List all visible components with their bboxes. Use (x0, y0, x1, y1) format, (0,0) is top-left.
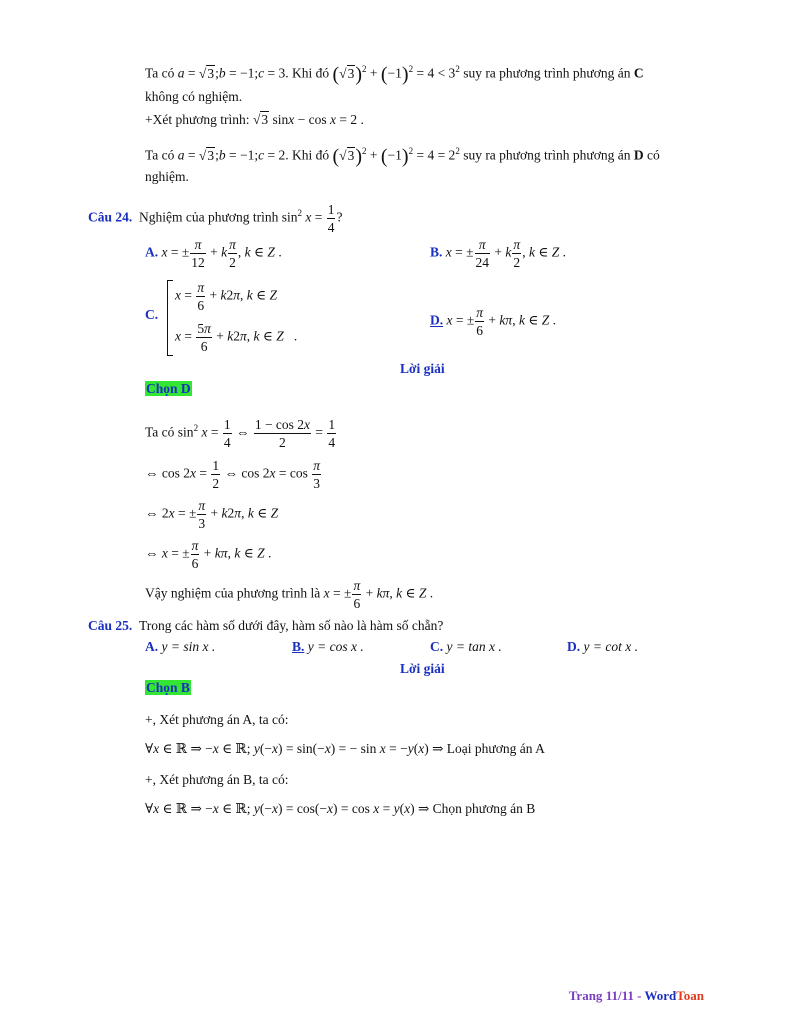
intro-line-2: không có nghiệm. (145, 89, 243, 104)
q24-choice: Chọn D (146, 381, 191, 396)
q25-option-d[interactable]: D. y = cot x . (567, 639, 638, 654)
q24-step-2: ⇔ cos 2x = $\frac{1}{2}$ ⇔ cos 2x = cos $\frac{\pi}{3}$ (145, 458, 320, 491)
q25-option-a[interactable]: A. y = sin x . (145, 639, 216, 654)
q24-option-c-line1: x = $\frac{\pi}{6}$ + k2π, k ∈ Z (175, 280, 278, 313)
q24-step-1: Ta có $\sin^2 x$ = $\frac{1}{4}$ ⇔ $\frac{1 - \cos 2x}{2}$ = $\frac{1}{4}$ (145, 417, 336, 450)
q24-option-b[interactable]: B. x = ± $\frac{\pi}{24}$ + k $\frac{\pi}{2}$ , k ∈ Z . (430, 237, 566, 270)
q24-option-d[interactable]: D. x = ± $\frac{\pi}{6}$ + kπ, k ∈ Z . (430, 305, 556, 338)
intro-line-4: Ta có a = √3;b = −1;c = 2. Khi đó $(√3)^2 + (-1)^2 = 4 = 2^2$ suy ra phương trình phương án D có (145, 145, 660, 168)
q25-stem: Câu 25. Trong các hàm số dưới đây, hàm số nào là hàm số chẵn? (88, 618, 444, 633)
q25-solution-title: Lời giải (400, 661, 445, 676)
q24-stem: Câu 24. Nghiệm của phương trình $\sin^2 x$ = $\frac{1}{4}$ ? (88, 202, 343, 235)
intro-line-5: nghiệm. (145, 169, 189, 184)
q25-label: Câu 25. (88, 618, 133, 633)
intro-line-3: +Xét phương trình: √3 sinx − cos x = 2 . (145, 112, 364, 127)
q25-option-b[interactable]: B. y = cos x . (292, 639, 364, 654)
q25-step-3: +, Xét phương án B, ta có: (145, 772, 289, 787)
q25-step-1: +, Xét phương án A, ta có: (145, 712, 289, 727)
q25-step-2: ∀x ∈ ℝ ⇒ −x ∈ ℝ; y(−x) = sin(−x) = − sin x = −y(x) ⇒ Loại phương án A (145, 741, 545, 756)
q24-solution-title: Lời giải (400, 361, 445, 376)
q24-option-c[interactable]: C. (145, 307, 159, 322)
intro-line-1: Ta có a = √3;b = −1;c = 3. Khi đó $(√3)^2 + (-1)^2 = 4 < 3^2$ suy ra phương trình phương án C (145, 63, 644, 86)
q24-option-c-line2: x = $\frac{5\pi}{6}$ + k2π, k ∈ Z . (175, 321, 298, 354)
q24-step-4: ⇔ x = ± $\frac{\pi}{6}$ + kπ, k ∈ Z . (145, 538, 272, 571)
page-footer: Trang 11/11 - WordToan (568, 988, 704, 1003)
q24-step-3: ⇔ 2x = ± $\frac{\pi}{3}$ + k2π, k ∈ Z (145, 498, 279, 531)
q24-option-a[interactable]: A. x = ± $\frac{\pi}{12}$ + k $\frac{\pi}{2}$ , k ∈ Z . (145, 237, 282, 270)
q25-choice: Chọn B (146, 680, 190, 695)
q24-option-c-bracket (167, 280, 173, 356)
q24-label: Câu 24. (88, 209, 133, 225)
q25-step-4: ∀x ∈ ℝ ⇒ −x ∈ ℝ; y(−x) = cos(−x) = cos x = y(x) ⇒ Chọn phương án B (145, 801, 536, 816)
q24-conclusion: Vậy nghiệm của phương trình là x = ± $\frac{\pi}{6}$ + kπ, k ∈ Z . (145, 578, 434, 611)
q25-option-c[interactable]: C. y = tan x . (430, 639, 502, 654)
